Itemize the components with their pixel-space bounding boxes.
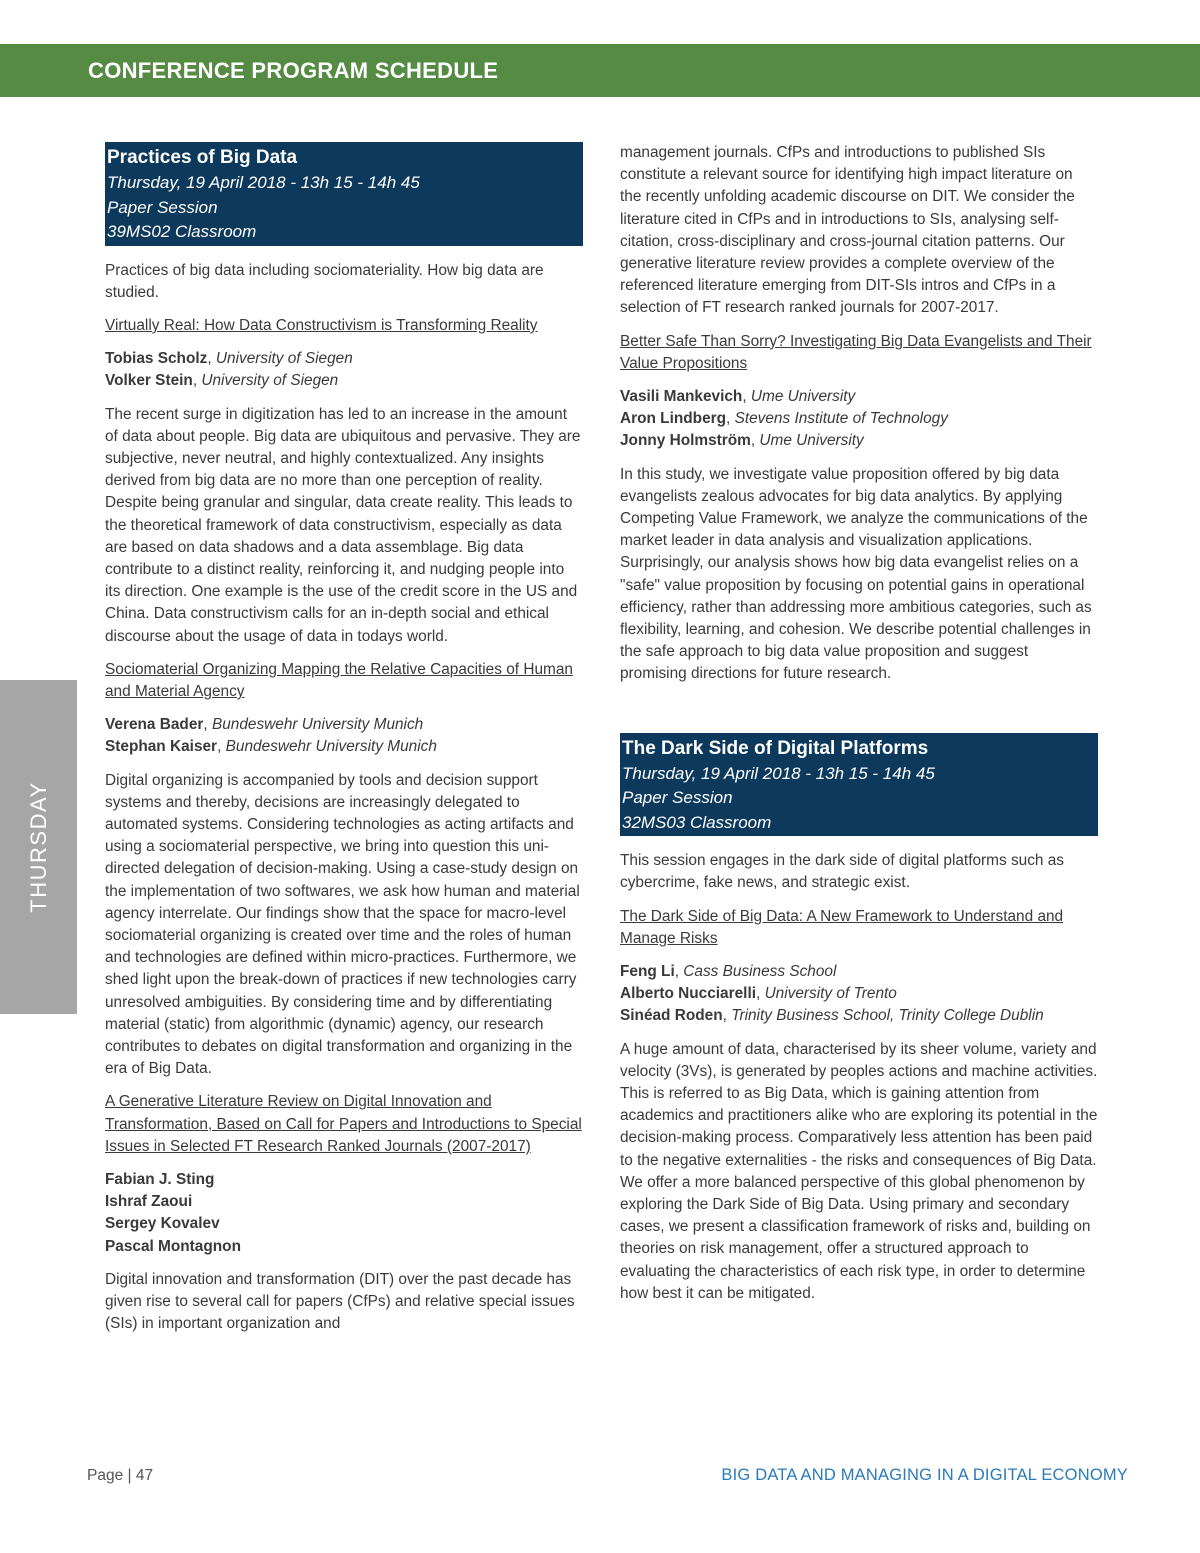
section-spacer [620, 686, 1098, 733]
paper-abstract: A huge amount of data, characterised by its sheer volume, variety and velocity (3Vs), is generated by peoples actions and machine activities. This is referred to as Big Data, which is gaining attention from academics and practitioners alike who are exploring its potential in the decision-making process. Comparatively less attention has been paid to the negative externalities - the risks and consequences of Big Data. We offer a more balanced perspective of this global phenomenon by exploring the Dark Side of Big Data. Using primary and secondary cases, we present a classification framework of risks and, building on theories on risk management, offer a structured approach to evaluating the characteristics of each risk type, in order to determine how best it can be mitigated. [620, 1040, 1098, 1302]
right-column [620, 142, 1098, 1305]
header-banner [0, 44, 1200, 97]
author-name: Volker Stein [105, 372, 193, 390]
session-room: 32MS03 Classroom [622, 812, 772, 832]
author-name: Tobias Scholz [105, 350, 208, 368]
day-side-tab [0, 680, 77, 1014]
author-affiliation: University of Siegen [201, 372, 339, 390]
author-name: Fabian J. Sting [105, 1171, 215, 1189]
paper-title: Virtually Real: How Data Constructivism is Transforming Reality [105, 316, 538, 334]
author-name: Aron Lindberg [620, 410, 727, 428]
author-name: Verena Bader [105, 716, 204, 734]
paper-title: Better Safe Than Sorry? Investigating Big Data Evangelists and Their Value Propositions [620, 332, 1092, 372]
session-room: 39MS02 Classroom [107, 222, 257, 241]
paper-abstract-continued: management journals. CfPs and introductions to published SIs constitute a relevant source for identifying high impact literature on the recently unfolding academic discourse on DIT. We consider the literature cited in CfPs and in introductions to SIs, analysing self-citation, cross-disciplinary and cross-journal citation patterns. Our generative literature review provides a complete overview of the referenced literature emerging from DIT-SIs intros and CfPs in a selection of FT research ranked journals for 2007-2017. [620, 144, 1075, 317]
author-list [105, 348, 583, 392]
session-header [105, 142, 583, 246]
author-separator: , [674, 962, 684, 980]
paper-title: A Generative Literature Review on Digital Innovation and Transformation, Based on Call for Papers and Introductions to Special Issues in Selected FT Research Ranked Journals (2007-2017) [105, 1093, 582, 1155]
author-entry [105, 1236, 583, 1258]
author-separator: , [726, 410, 735, 428]
session-date-time: Thursday, 19 April 2018 - 13h 15 - 14h 45 [107, 173, 420, 192]
author-affiliation: University of Siegen [215, 350, 353, 368]
author-separator: , [742, 388, 751, 406]
author-affiliation: Trinity Business School, Trinity College Dublin [731, 1007, 1044, 1025]
author-entry [105, 714, 583, 736]
author-separator: , [756, 985, 765, 1003]
author-entry [620, 408, 1098, 430]
author-entry [620, 430, 1098, 452]
author-affiliation: University of Trento [764, 985, 897, 1003]
author-separator: , [207, 350, 216, 368]
paper-abstract: Digital organizing is accompanied by tools and decision support systems and thereby, decisions are increasingly delegated to automated systems. Considering technologies as acting artifacts and using a sociomaterial perspective, we bring into question this uni-directed delegation of decision-making. Using a case-study design on the implementation of two softwares, we ask how human and material agency interrelate. Our findings show that the space for macro-level sociomaterial organizing is created over time and the roles of human and technologies are defined within micro-practices. Furthermore, we shed light upon the break-down of practices if new technologies carry unresolved ambiguities. By considering time and by differentiating material (static) from algorithmic (dynamic) agency, our research contributes to debates on digital transformation and organizing in the era of Big Data. [105, 771, 580, 1078]
session-title: The Dark Side of Digital Platforms [622, 737, 929, 759]
session-title: Practices of Big Data [107, 147, 298, 168]
session-intro: This session engages in the dark side of digital platforms such as cybercrime, fake news, and strategic exist. [620, 852, 1064, 892]
left-column [105, 142, 583, 1335]
author-name: Stephan Kaiser [105, 738, 218, 756]
author-name: Sinéad Roden [620, 1007, 723, 1025]
author-entry [620, 386, 1098, 408]
author-name: Ishraf Zaoui [105, 1193, 193, 1211]
author-separator: , [217, 738, 226, 756]
paper-abstract: The recent surge in digitization has led to an increase in the amount of data about people. Big data are ubiquitous and pervasive. They are subjective, never neutral, and highly contextualized. Any insights derived from big data are no more than one perception of reality. Despite being granular and singular, data create reality. This leads to the theoretical framework of data constructivism, especially as data are based on data shadows and a data assemblage. Big data contribute to a distinct reality, reinforcing it, and nudging people into its direction. One example is the use of the credit score in the US and China. Data constructivism calls for an in-depth social and ethical discourse about the usage of data in todays world. [105, 405, 581, 645]
author-entry [105, 1213, 583, 1235]
author-entry [105, 1191, 583, 1213]
author-separator: , [203, 716, 212, 734]
author-name: Vasili Mankevich [620, 388, 743, 406]
session-type: Paper Session [622, 788, 733, 808]
author-separator: , [722, 1007, 732, 1025]
author-name: Jonny Holmström [620, 432, 751, 450]
author-affiliation: Cass Business School [683, 962, 837, 980]
paper-abstract: Digital innovation and transformation (DIT) over the past decade has given rise to several call for papers (CfPs) and relative special issues (SIs) in important organization and [105, 1270, 575, 1333]
day-side-tab-label: THURSDAY [25, 781, 51, 913]
author-name: Alberto Nucciarelli [620, 985, 756, 1003]
author-name: Sergey Kovalev [105, 1215, 220, 1233]
paper-abstract: In this study, we investigate value proposition offered by big data evangelists zealous advocates for big data analytics. By applying Competing Value Framework, we analyze the communications of the market leader in data analysis and visualization applications. Surprisingly, our analysis shows how big data evangelist relies on a "safe" value proposition by focusing on potential gains in operational efficiency, rather than addressing more ambitious categories, such as flexibility, learning, and cohesion. We describe potential challenges in the safe approach to big data value proposition and suggest promising directions for future research. [620, 465, 1092, 683]
author-affiliation: Bundeswehr University Munich [225, 738, 437, 756]
session-date-time: Thursday, 19 April 2018 - 13h 15 - 14h 45 [622, 763, 935, 783]
session-type: Paper Session [107, 197, 218, 217]
author-name: Feng Li [620, 962, 675, 980]
session-header [620, 733, 1098, 837]
author-name: Pascal Montagnon [105, 1237, 241, 1255]
author-separator: , [192, 372, 202, 390]
author-entry [620, 983, 1098, 1005]
author-separator: , [750, 432, 760, 450]
paper-title: The Dark Side of Big Data: A New Framework to Understand and Manage Risks [620, 907, 1064, 947]
author-entry [105, 370, 583, 392]
paper-title: Sociomaterial Organizing Mapping the Relative Capacities of Human and Material Agency [105, 660, 573, 700]
author-entry [105, 1169, 583, 1191]
author-entry [620, 1005, 1098, 1027]
session-intro: Practices of big data including sociomateriality. How big data are studied. [105, 261, 544, 301]
page-number: Page | 47 [87, 1467, 154, 1484]
page-header-title: CONFERENCE PROGRAM SCHEDULE [88, 58, 499, 83]
author-list [620, 961, 1098, 1028]
author-entry [105, 348, 583, 370]
author-list [105, 1169, 583, 1258]
publication-title: BIG DATA AND MANAGING IN A DIGITAL ECONOMY [721, 1466, 1128, 1484]
author-affiliation: Ume University [759, 432, 864, 450]
author-affiliation: Bundeswehr University Munich [211, 716, 424, 734]
author-entry [105, 736, 583, 758]
author-entry [620, 961, 1098, 983]
author-list [620, 386, 1098, 453]
author-affiliation: Stevens Institute of Technology [734, 410, 948, 428]
author-affiliation: Ume University [750, 388, 856, 406]
author-list [105, 714, 583, 758]
